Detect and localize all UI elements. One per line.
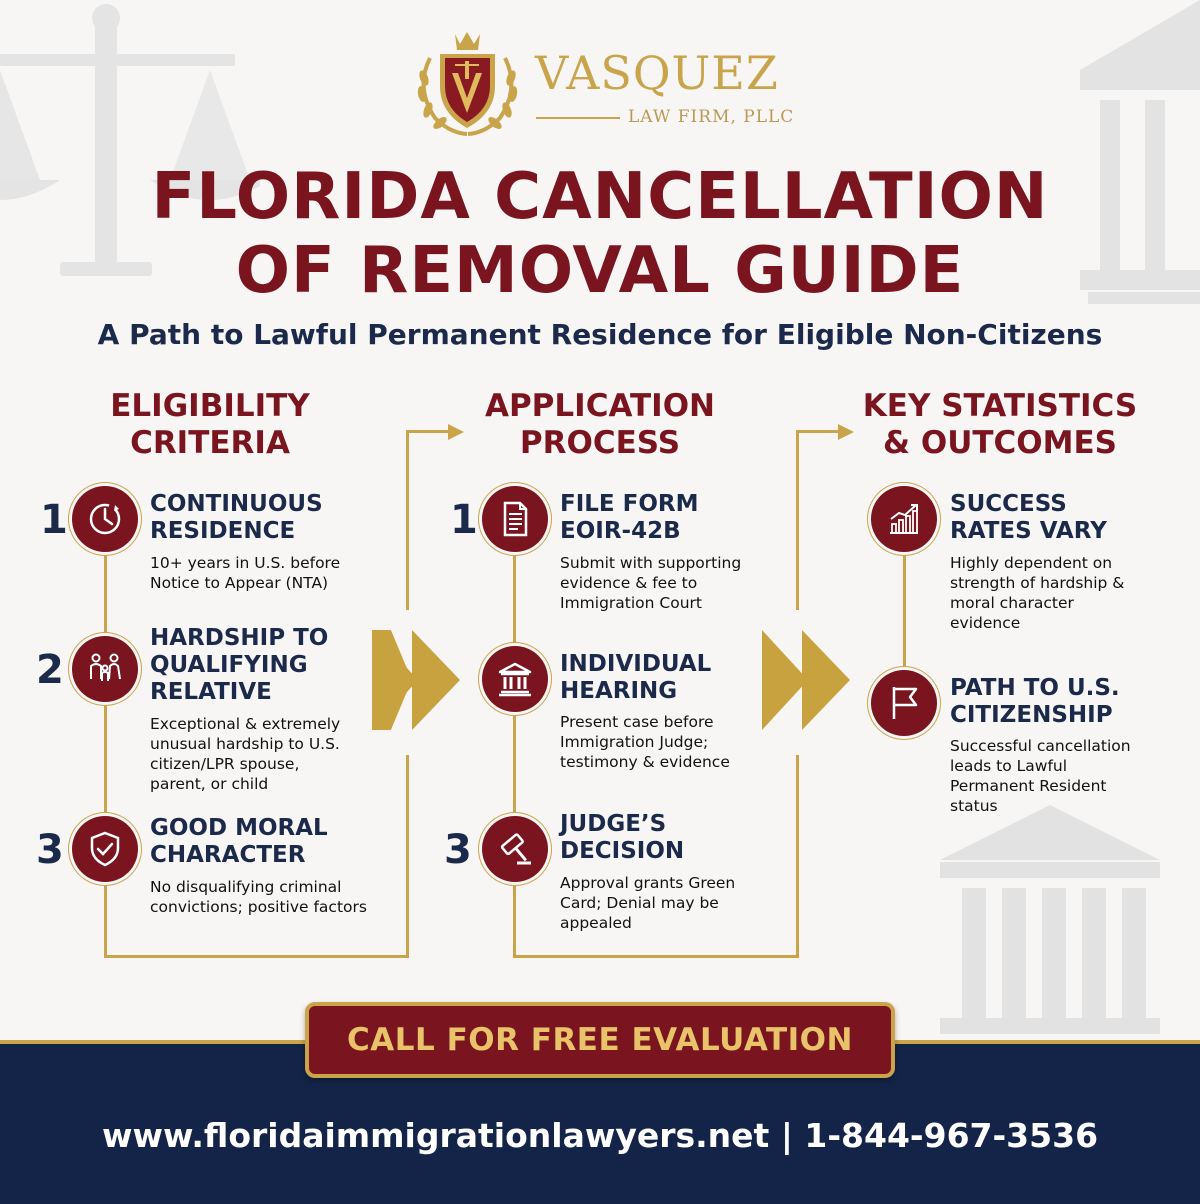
heading-line: CRITERIA: [130, 425, 290, 461]
page-title-line1: FLORIDA CANCELLATION: [151, 160, 1049, 234]
item-title: [560, 491, 699, 545]
desc-line: No disqualifying criminal: [150, 878, 342, 896]
desc-line: Exceptional & extremely: [150, 715, 341, 733]
title-line: CHARACTER: [150, 842, 306, 868]
connector-line: [406, 430, 409, 610]
item-title: [150, 815, 328, 869]
family-icon: [85, 649, 125, 689]
item-description: [150, 553, 340, 593]
step-number: 1: [450, 497, 478, 543]
item-description: [150, 877, 367, 917]
title-line: HEARING: [560, 678, 678, 704]
step-number: 3: [36, 827, 64, 873]
title-line: HARDSHIP TO: [150, 625, 329, 651]
heading-line: APPLICATION: [484, 388, 716, 424]
growth-chart-icon: [884, 499, 924, 539]
page-subtitle: A Path to Lawful Permanent Residence for Eligible Non-Citizens: [97, 318, 1103, 351]
icon-circle: [72, 636, 138, 702]
item-title: [560, 811, 684, 865]
icon-circle: [871, 486, 937, 552]
application-heading: [450, 388, 750, 462]
connector-line: [796, 755, 799, 958]
desc-line: moral character: [950, 594, 1074, 612]
desc-line: Immigration Court: [560, 594, 702, 612]
flag-icon: [884, 683, 924, 723]
cta-label: CALL FOR FREE EVALUATION: [347, 1022, 853, 1058]
icon-circle: [482, 646, 548, 712]
icon-circle: [871, 670, 937, 736]
desc-line: citizen/LPR spouse,: [150, 755, 300, 773]
heading-line: & OUTCOMES: [883, 425, 1117, 461]
clock-icon: [85, 499, 125, 539]
page-title-line2: OF REMOVAL GUIDE: [235, 234, 965, 308]
icon-circle: [482, 816, 548, 882]
title-line: EOIR-42B: [560, 518, 681, 544]
desc-line: evidence & fee to: [560, 574, 698, 592]
item-description: [950, 736, 1131, 816]
item-description: [560, 873, 735, 933]
connector-line: [406, 430, 451, 433]
desc-line: Present case before: [560, 713, 714, 731]
desc-line: convictions; positive factors: [150, 898, 367, 916]
title-line: FILE FORM: [560, 491, 699, 517]
double-chevron-arrow-icon: [762, 630, 854, 730]
title-line: RELATIVE: [150, 679, 272, 705]
icon-circle: [72, 816, 138, 882]
crest-icon: [410, 28, 525, 138]
step-number: 1: [40, 497, 68, 543]
title-line: JUDGE’S: [560, 811, 667, 837]
double-chevron-arrow-icon: [372, 630, 464, 730]
item-description: [950, 553, 1124, 633]
item-description: [150, 714, 340, 794]
desc-line: Submit with supporting: [560, 554, 742, 572]
connector-line: [796, 430, 799, 610]
free-evaluation-button[interactable]: [305, 1002, 895, 1078]
courthouse-background-icon: [930, 800, 1170, 1040]
desc-line: testimony & evidence: [560, 753, 730, 771]
divider: [536, 117, 620, 119]
step-number: 2: [36, 647, 64, 693]
item-description: [560, 712, 730, 772]
title-line: DECISION: [560, 838, 685, 864]
shield-check-icon: [85, 829, 125, 869]
desc-line: Highly dependent on: [950, 554, 1113, 572]
connector-line: [104, 955, 409, 958]
connector-line: [406, 755, 409, 958]
desc-line: parent, or child: [150, 775, 269, 793]
desc-line: leads to Lawful: [950, 757, 1068, 775]
item-title: [950, 491, 1107, 545]
desc-line: status: [950, 797, 998, 815]
desc-line: unusual hardship to U.S.: [150, 735, 340, 753]
title-line: GOOD MORAL: [150, 815, 328, 841]
item-title: [560, 651, 711, 705]
title-line: QUALIFYING: [150, 652, 308, 678]
title-line: RESIDENCE: [150, 518, 296, 544]
courthouse-icon: [495, 659, 535, 699]
document-icon: [495, 499, 535, 539]
desc-line: strength of hardship &: [950, 574, 1125, 592]
eligibility-heading: [60, 388, 360, 462]
desc-line: Notice to Appear (NTA): [150, 574, 329, 592]
connector-line: [104, 540, 107, 958]
title-line: INDIVIDUAL: [560, 651, 712, 677]
title-line: SUCCESS: [950, 491, 1067, 517]
item-title: [150, 625, 328, 706]
firm-name: VASQUEZ: [535, 46, 779, 100]
desc-line: appealed: [560, 914, 632, 932]
icon-circle: [482, 486, 548, 552]
desc-line: Successful cancellation: [950, 737, 1131, 755]
desc-line: Immigration Judge;: [560, 733, 709, 751]
desc-line: 10+ years in U.S. before: [150, 554, 341, 572]
step-number: 3: [444, 827, 472, 873]
heading-line: KEY STATISTICS: [862, 388, 1138, 424]
firm-subtitle: LAW FIRM, PLLC: [628, 107, 795, 127]
item-title: [150, 491, 323, 545]
desc-line: Card; Denial may be: [560, 894, 719, 912]
desc-line: Approval grants Green: [560, 874, 736, 892]
item-description: [560, 553, 741, 613]
connector-line: [513, 955, 799, 958]
desc-line: evidence: [950, 614, 1021, 632]
connector-line: [796, 430, 841, 433]
gavel-icon: [495, 829, 535, 869]
heading-line: PROCESS: [519, 425, 681, 461]
statistics-heading: [840, 388, 1160, 462]
firm-logo: [410, 28, 800, 138]
connector-line: [513, 540, 516, 958]
arrowhead-icon: [448, 424, 464, 440]
title-line: PATH TO U.S.: [950, 675, 1120, 701]
heading-line: ELIGIBILITY: [110, 388, 310, 424]
arrowhead-icon: [838, 424, 854, 440]
icon-circle: [72, 486, 138, 552]
title-line: CONTINUOUS: [150, 491, 323, 517]
connector-line: [903, 540, 906, 680]
item-title: [950, 675, 1120, 729]
desc-line: Permanent Resident: [950, 777, 1107, 795]
contact-info[interactable]: www.floridaimmigrationlawyers.net | 1-844-967-3536: [101, 1116, 1099, 1155]
title-line: RATES VARY: [950, 518, 1107, 544]
title-line: CITIZENSHIP: [950, 702, 1113, 728]
